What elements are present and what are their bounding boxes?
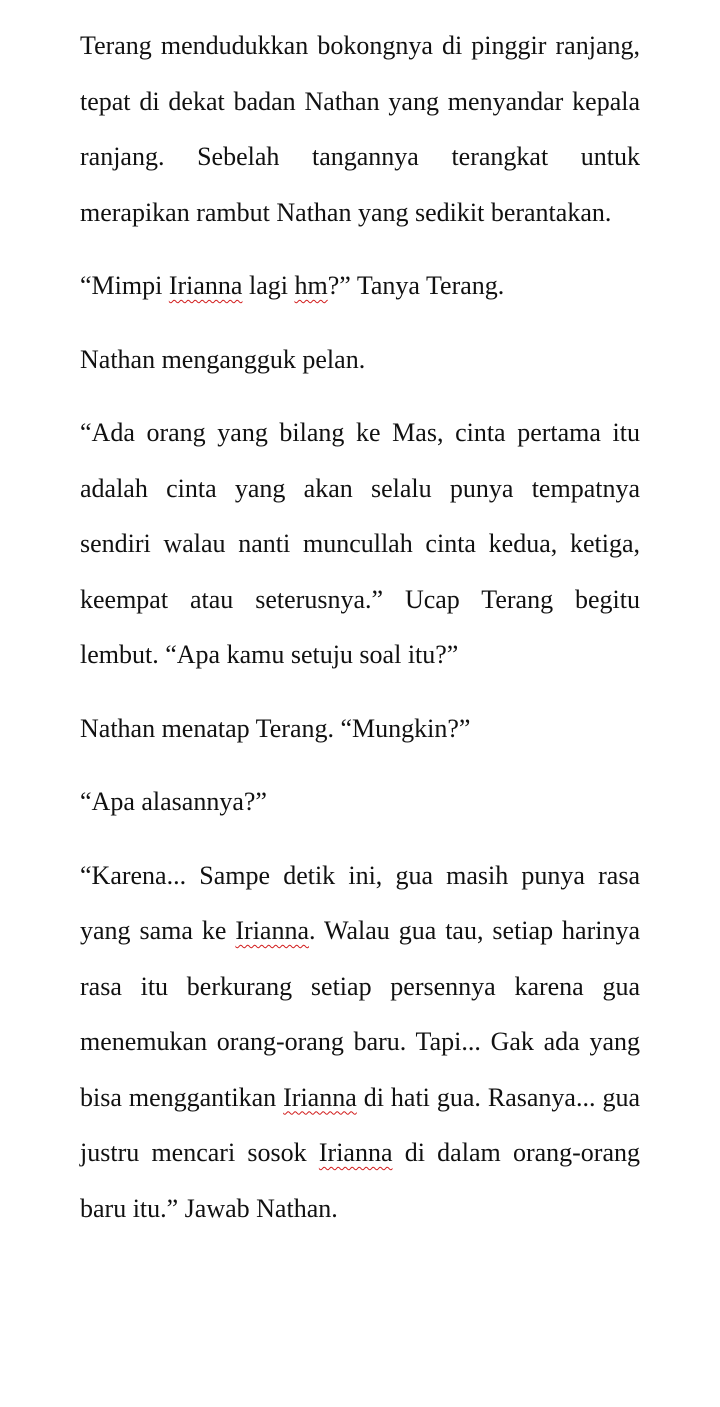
text-segment: Nathan mengangguk pelan. — [80, 344, 366, 374]
paragraph-4 — [80, 405, 640, 683]
paragraph-1 — [80, 18, 640, 240]
spellcheck-flagged-word[interactable]: Irianna — [168, 271, 243, 300]
text-segment: “Ada orang yang bilang ke Mas, cinta pertama itu adalah cinta yang akan selalu punya tempatnya sendiri walau nanti muncullah cinta kedua, ketiga, keempat atau seterusnya.” Ucap Terang begitu lembut. “Apa kamu setuju soal itu?” — [80, 418, 640, 669]
spellcheck-flagged-word[interactable]: Irianna — [318, 1138, 393, 1167]
text-segment: lagi — [242, 271, 295, 300]
spellcheck-flagged-word[interactable]: Irianna — [235, 916, 309, 945]
text-segment: Nathan menatap Terang. “Mungkin?” — [80, 713, 471, 743]
text-segment: Terang mendudukkan bokongnya di pinggir ranjang, tepat di dekat badan Nathan yang menyandar kepala ranjang. Sebelah tangannya terangkat untuk merapikan rambut Nathan yang sedikit berantakan. — [80, 31, 640, 227]
document-body — [80, 18, 640, 1254]
paragraph-3 — [80, 332, 640, 388]
text-segment: di dalam orang-orang baru itu.” Jawab Nathan. — [80, 1138, 640, 1223]
text-segment: . Walau gua tau, setiap harinya rasa itu berkurang setiap persennya karena gua menemukan orang-orang baru. Tapi... Gak ada yang bisa menggantikan — [80, 916, 640, 1112]
paragraph-5 — [80, 701, 640, 757]
text-segment: ?” Tanya Terang. — [327, 271, 505, 300]
spellcheck-flagged-word[interactable]: hm — [294, 271, 328, 300]
spellcheck-flagged-word[interactable]: Irianna — [283, 1082, 357, 1112]
text-segment: “Karena... Sampe detik ini, gua masih punya rasa yang sama ke — [80, 860, 640, 945]
text-segment: “Apa alasannya?” — [80, 787, 267, 816]
text-segment: di hati gua. Rasanya... gua justru mencari sosok — [80, 1082, 640, 1167]
text-segment: “Mimpi — [80, 271, 169, 300]
paragraph-7 — [80, 848, 640, 1237]
paragraph-6 — [80, 774, 640, 830]
paragraph-2 — [80, 258, 640, 314]
